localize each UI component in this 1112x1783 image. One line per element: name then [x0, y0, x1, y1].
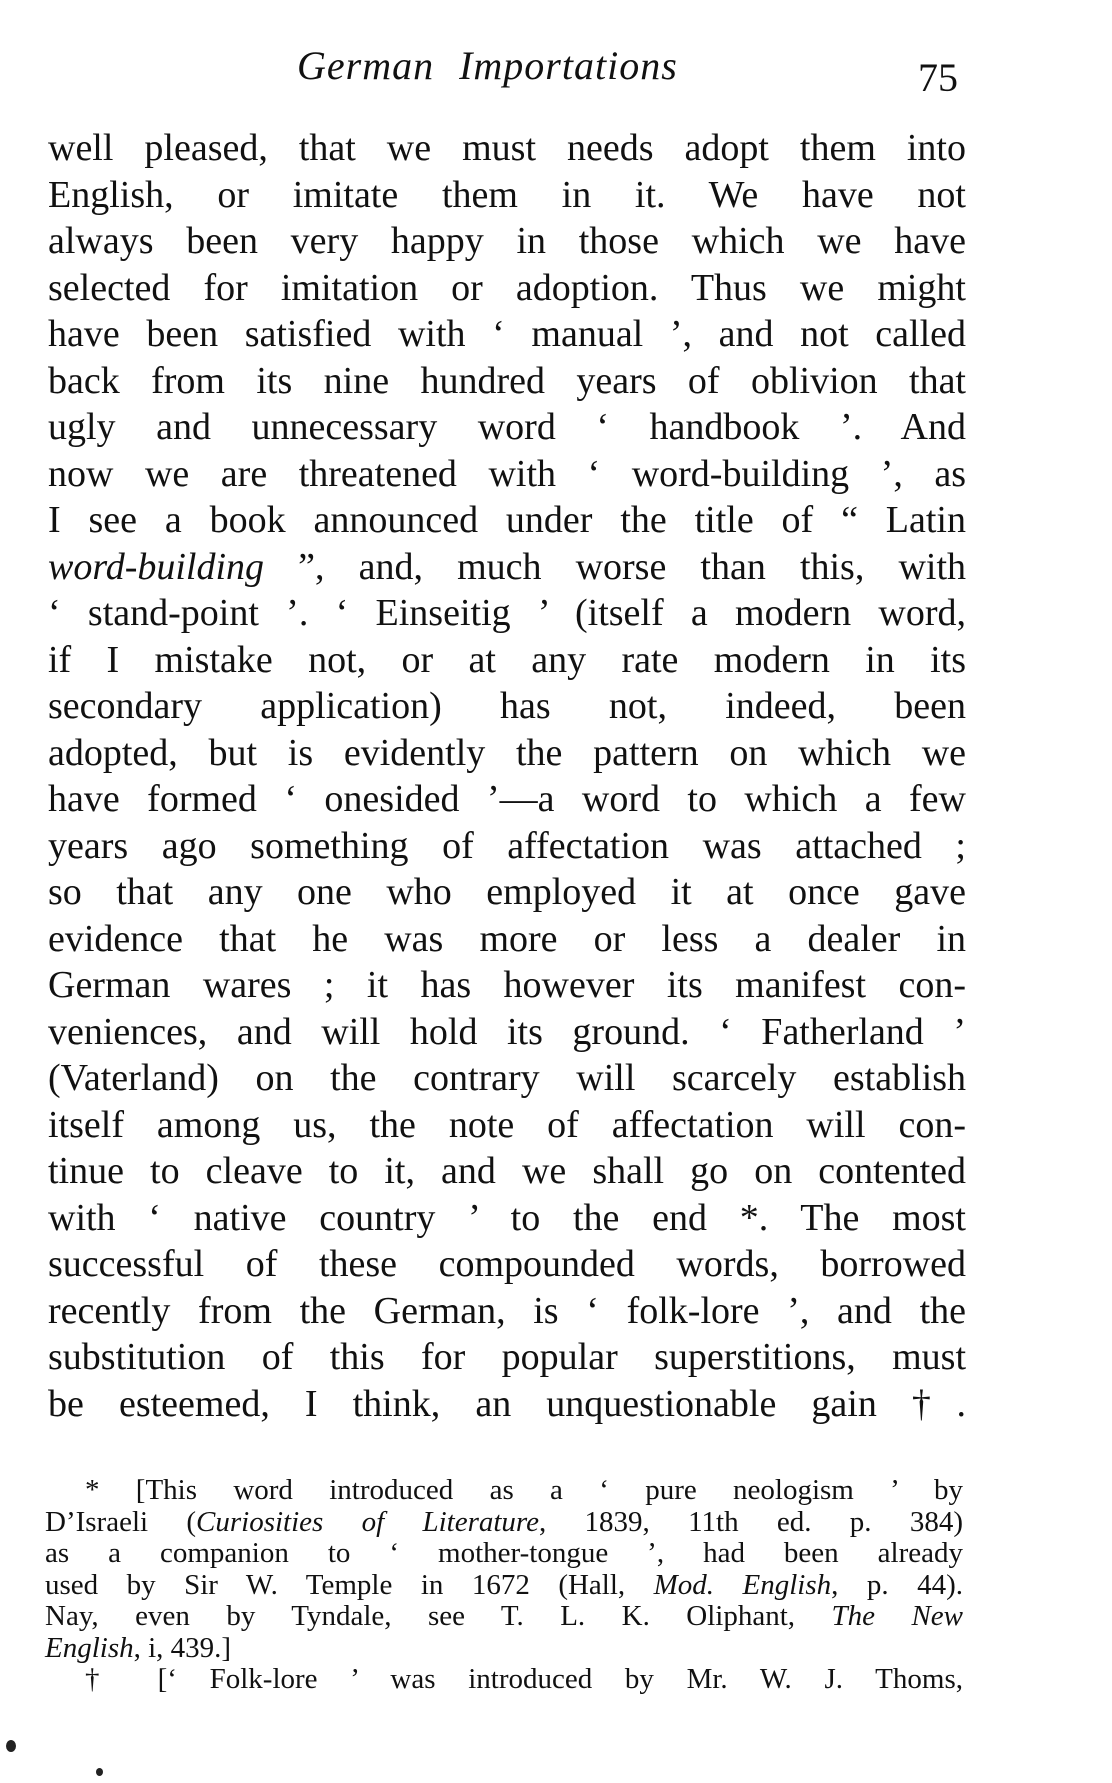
text-line: now we are threatened with ‘ word-building ’, as [48, 452, 966, 495]
text-line: have formed ‘ onesided ’—a word to which a few [48, 778, 966, 820]
text-line: be esteemed, I think, an unquestionable gain †. [48, 1382, 966, 1425]
text-run: , 1839, 11th ed. p. 384) [539, 1505, 963, 1538]
text-line: always been very happy in those which we have [48, 220, 966, 262]
text-line: I see a book announced under the title of “ Latin [48, 499, 966, 541]
text-run: D’Israeli ( [45, 1505, 197, 1538]
text-line: if I mistake not, or at any rate modern in its [48, 638, 966, 681]
text-run: used by Sir W. Temple in 1672 (Hall, [45, 1568, 654, 1601]
text-run: ”, and, much worse than this, with [264, 545, 966, 588]
text-line: adopted, but is evidently the pattern on which we [48, 731, 966, 774]
ink-speck [96, 1768, 103, 1776]
italic-title: English [45, 1631, 134, 1664]
italic-title: Curiosities of Literature [196, 1505, 540, 1538]
text-line: itself among us, the note of affectation will con- [48, 1103, 966, 1146]
text-run: , i, 439.] [133, 1631, 232, 1664]
body-text [48, 125, 966, 1427]
text-line: substitution of this for popular superstitions, must [48, 1336, 966, 1378]
footnotes [45, 1475, 963, 1696]
text-line: (Vaterland) on the contrary will scarcely establish [48, 1057, 966, 1099]
footnote-line: † [‘ Folk-lore ’ was introduced by Mr. W. J. Thoms, [85, 1663, 963, 1695]
text-line: so that any one who employed it at once gave [48, 871, 966, 913]
text-run: , p. 44). [831, 1568, 963, 1601]
text-line: successful of these compounded words, borrowed [48, 1243, 966, 1285]
text-line: years ago something of affectation was attached ; [48, 824, 966, 867]
footnote-line [45, 1570, 963, 1602]
text-line-with-italic [48, 544, 966, 591]
text-line: evidence that he was more or less a dealer in [48, 917, 966, 960]
running-head [0, 42, 1112, 102]
footnote-line: * [This word introduced as a ‘ pure neologism ’ by [85, 1474, 963, 1506]
footnote-line [45, 1507, 963, 1539]
italic-title: The New [831, 1600, 963, 1632]
text-line: German wares ; it has however its manifest con- [48, 964, 966, 1006]
text-line: selected for imitation or adoption. Thus we might [48, 266, 966, 309]
italic-title: Mod. English [653, 1568, 832, 1601]
text-line: back from its nine hundred years of oblivion that [48, 359, 966, 402]
text-line: veniences, and will hold its ground. ‘ Fatherland ’ [48, 1010, 966, 1053]
text-line: secondary application) has not, indeed, been [48, 685, 966, 727]
text-line: with ‘ native country ’ to the end *. The most [48, 1196, 966, 1239]
ink-speck [6, 1740, 16, 1752]
text-line: English, or imitate them in it. We have not [48, 173, 966, 216]
footnote-line: as a companion to ‘ mother-tongue ’, had been already [45, 1537, 963, 1569]
footnote-line [45, 1601, 963, 1633]
page-number: 75 [918, 55, 958, 100]
text-run: Nay, even by Tyndale, see T. L. K. Oliphant, [45, 1600, 832, 1632]
footnote-line [45, 1633, 963, 1665]
italic-phrase: word-building [48, 545, 265, 588]
text-line: tinue to cleave to it, and we shall go on contented [48, 1150, 966, 1192]
text-line: recently from the German, is ‘ folk-lore ’, and the [48, 1289, 966, 1332]
text-line: ‘ stand-point ’. ‘ Einseitig ’ (itself a modern word, [48, 592, 966, 634]
text-line: have been satisfied with ‘ manual ’, and not called [48, 313, 966, 355]
running-title: German Importations [297, 43, 678, 88]
text-line: ugly and unnecessary word ‘ handbook ’. And [48, 406, 966, 448]
text-line: well pleased, that we must needs adopt them into [48, 127, 966, 169]
